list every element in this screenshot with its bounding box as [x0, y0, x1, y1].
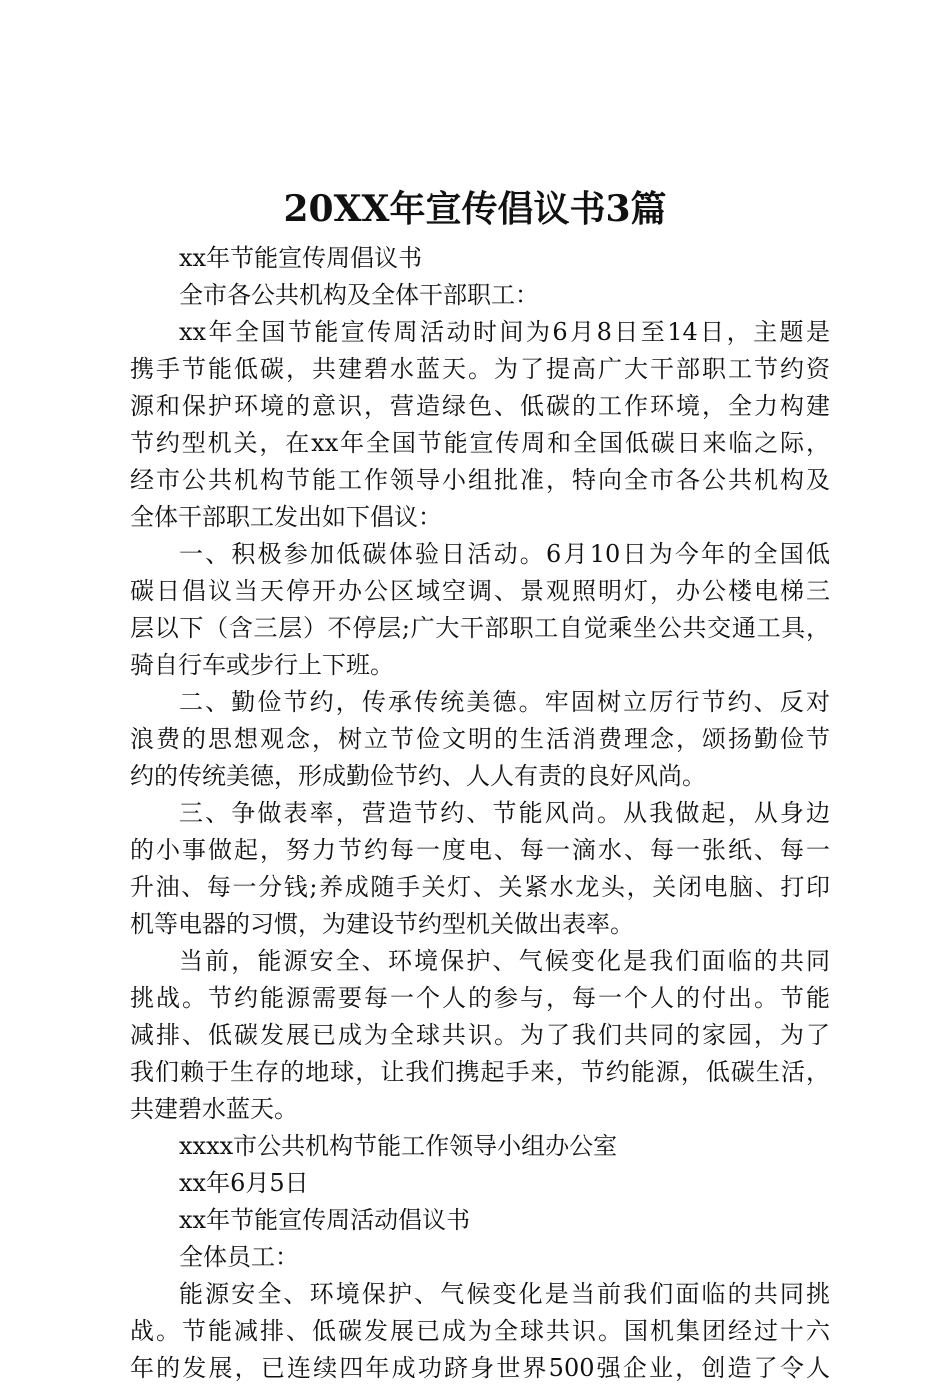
- document-line: xx年6月5日: [179, 1169, 309, 1197]
- document-line: xx年全国节能宣传周活动时间为6月8日至14日，主题是: [179, 318, 830, 346]
- document-line: 战。节能减排、低碳发展已成为全球共识。国机集团经过十六: [130, 1317, 830, 1345]
- document-body: [130, 240, 830, 1387]
- document-line: 三、争做表率，营造节约、节能风尚。从我做起，从身边: [179, 799, 830, 827]
- document-line: 全体干部职工发出如下倡议：: [130, 503, 442, 531]
- document-line: 二、勤俭节约，传承传统美德。牢固树立厉行节约、反对: [179, 688, 830, 716]
- document-line: 升油、每一分钱;养成随手关灯、关紧水龙头，关闭电脑、打印: [130, 873, 830, 901]
- document-line: 节约型机关，在xx年全国节能宣传周和全国低碳日来临之际，: [130, 429, 830, 457]
- document-line: xx年节能宣传周活动倡议书: [179, 1206, 471, 1234]
- document-line: 年的发展，已连续四年成功跻身世界500强企业，创造了令人: [130, 1354, 830, 1382]
- document-line: 共建碧水蓝天。: [130, 1095, 298, 1123]
- document-line: 碳日倡议当天停开办公区域空调、景观照明灯，办公楼电梯三: [130, 577, 830, 605]
- document-line: 能源安全、环境保护、气候变化是当前我们面临的共同挑: [179, 1280, 830, 1308]
- document-line: 携手节能低碳，共建碧水蓝天。为了提高广大干部职工节约资: [130, 355, 830, 383]
- document-line: 浪费的思想观念，树立节俭文明的生活消费理念，颂扬勤俭节: [130, 725, 830, 753]
- document-line: xx年节能宣传周倡议书: [179, 244, 423, 272]
- document-line: 减排、低碳发展已成为全球共识。为了我们共同的家园，为了: [130, 1021, 830, 1049]
- document-line: 约的传统美德，形成勤俭节约、人人有责的良好风尚。: [130, 762, 706, 790]
- document-line: 一、积极参加低碳体验日活动。6月10日为今年的全国低: [179, 540, 830, 568]
- document-title: 20XX年宣传倡议书3篇: [283, 188, 667, 230]
- document-line: 我们赖于生存的地球，让我们携起手来，节约能源，低碳生活，: [130, 1058, 830, 1086]
- document-line: 的小事做起，努力节约每一度电、每一滴水、每一张纸、每一: [130, 836, 830, 864]
- document-line: 骑自行车或步行上下班。: [130, 651, 394, 679]
- document-line: 挑战。节约能源需要每一个人的参与，每一个人的付出。节能: [130, 984, 830, 1012]
- document-line: 经市公共机构节能工作领导小组批准，特向全市各公共机构及: [130, 466, 830, 494]
- document-line: 机等电器的习惯，为建设节约型机关做出表率。: [130, 910, 634, 938]
- document-line: xxxx市公共机构节能工作领导小组办公室: [179, 1132, 618, 1160]
- document-line: 全体员工：: [179, 1243, 299, 1271]
- document-line: 全市各公共机构及全体干部职工：: [179, 281, 539, 309]
- document-line: 当前，能源安全、环境保护、气候变化是我们面临的共同: [179, 947, 830, 975]
- document-line: 源和保护环境的意识，营造绿色、低碳的工作环境，全力构建: [130, 392, 830, 420]
- document-line: 层以下（含三层）不停层;广大干部职工自觉乘坐公共交通工具，: [130, 614, 830, 642]
